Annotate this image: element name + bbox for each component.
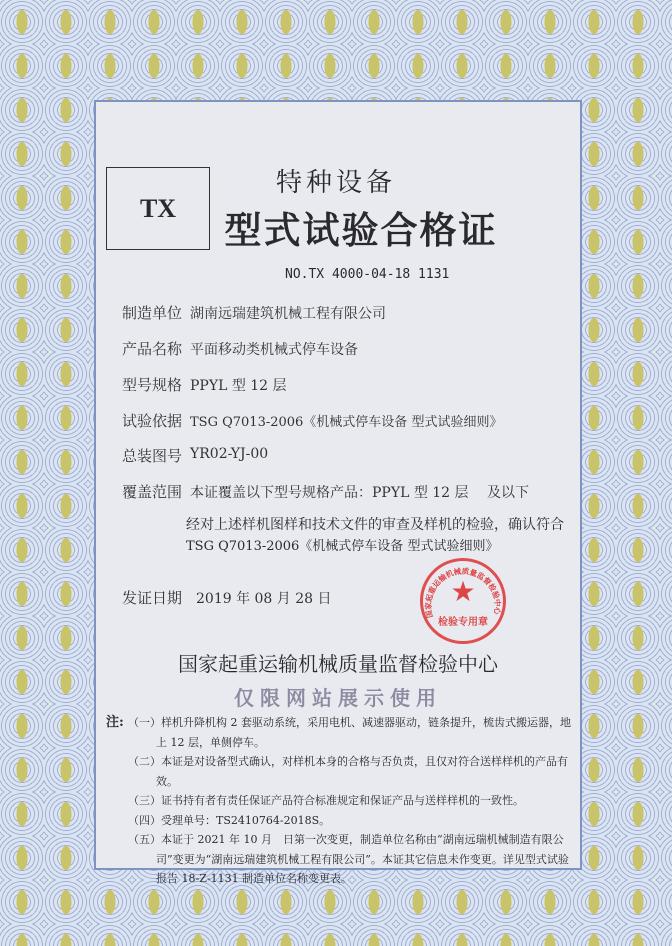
svg-text:国家起重运输机械质量监督检验中心: 国家起重运输机械质量监督检验中心 [423,566,503,619]
field-label: 覆盖范围 [122,483,183,501]
field-value: 本证覆盖以下型号规格产品：PPYL 型 12 层 及以下 [190,485,529,501]
note-item: （四）受理单号：TS2410764-2018S。 [128,813,331,827]
field-label: 总装图号 [122,447,183,465]
seal-center-text: 检验专用章 [438,617,488,628]
notes [106,713,576,889]
field-value: PPYL 型 12 层 [190,378,287,394]
issuer: 国家起重运输机械质量监督检验中心 [178,652,498,676]
watermark: 仅限网站展示使用 [234,686,442,710]
certificate-number: NO.TX 4000-04-18 1131 [285,267,450,282]
field-label: 产品名称 [122,340,183,358]
issue-date: 2019 年 08 月 28 日 [196,591,332,607]
field-label: 制造单位 [122,304,183,322]
note-item: （一）样机升降机构 2 套驱动系统，采用电机、减速器驱动，链条提升，梳齿式搬运器，地上 12 层，单侧停车。 [128,716,571,749]
note-item: （三）证书持有者有责任保证产品符合标准规定和保证产品与送样样机的一致性。 [128,794,524,807]
official-seal [420,558,506,644]
field-value: 平面移动类机械式停车设备 [190,342,358,358]
page-title: 型式试验合格证 [224,208,498,252]
cert-type-box: TX [106,167,210,250]
field-value: YR02-YJ-00 [190,446,269,462]
star-icon: ★ [450,575,476,608]
field-label: 试验依据 [122,412,183,430]
note-item: （五）本证于 2021 年 10 月 日第一次变更，制造单位名称由“湖南远瑞机械制造有限公司”变更为“湖南远瑞建筑机械工程有限公司”。本证其它信息未作变更。详见型式试验报告 18-Z-1131 制造单位名称变更表。 [128,833,569,885]
conclusion-line1: 经对上述样机图样和技术文件的审查及样机的检验，确认符合 [186,517,564,533]
conclusion-line2: TSG Q7013-2006《机械式停车设备 型式试验细则》 [186,539,499,554]
title-line1: 特种设备 [275,168,396,198]
field-value: 湖南远瑞建筑机械工程有限公司 [190,306,386,322]
field-value: TSG Q7013-2006《机械式停车设备 型式试验细则》 [190,415,503,430]
field-label: 型号规格 [122,376,183,394]
issue-date-label: 发证日期 [122,589,183,607]
notes-heading: 注: [106,715,124,730]
note-item: （二）本证是对设备型式确认，对样机本身的合格与否负责，且仅对符合送样样机的产品有效。 [128,755,568,788]
